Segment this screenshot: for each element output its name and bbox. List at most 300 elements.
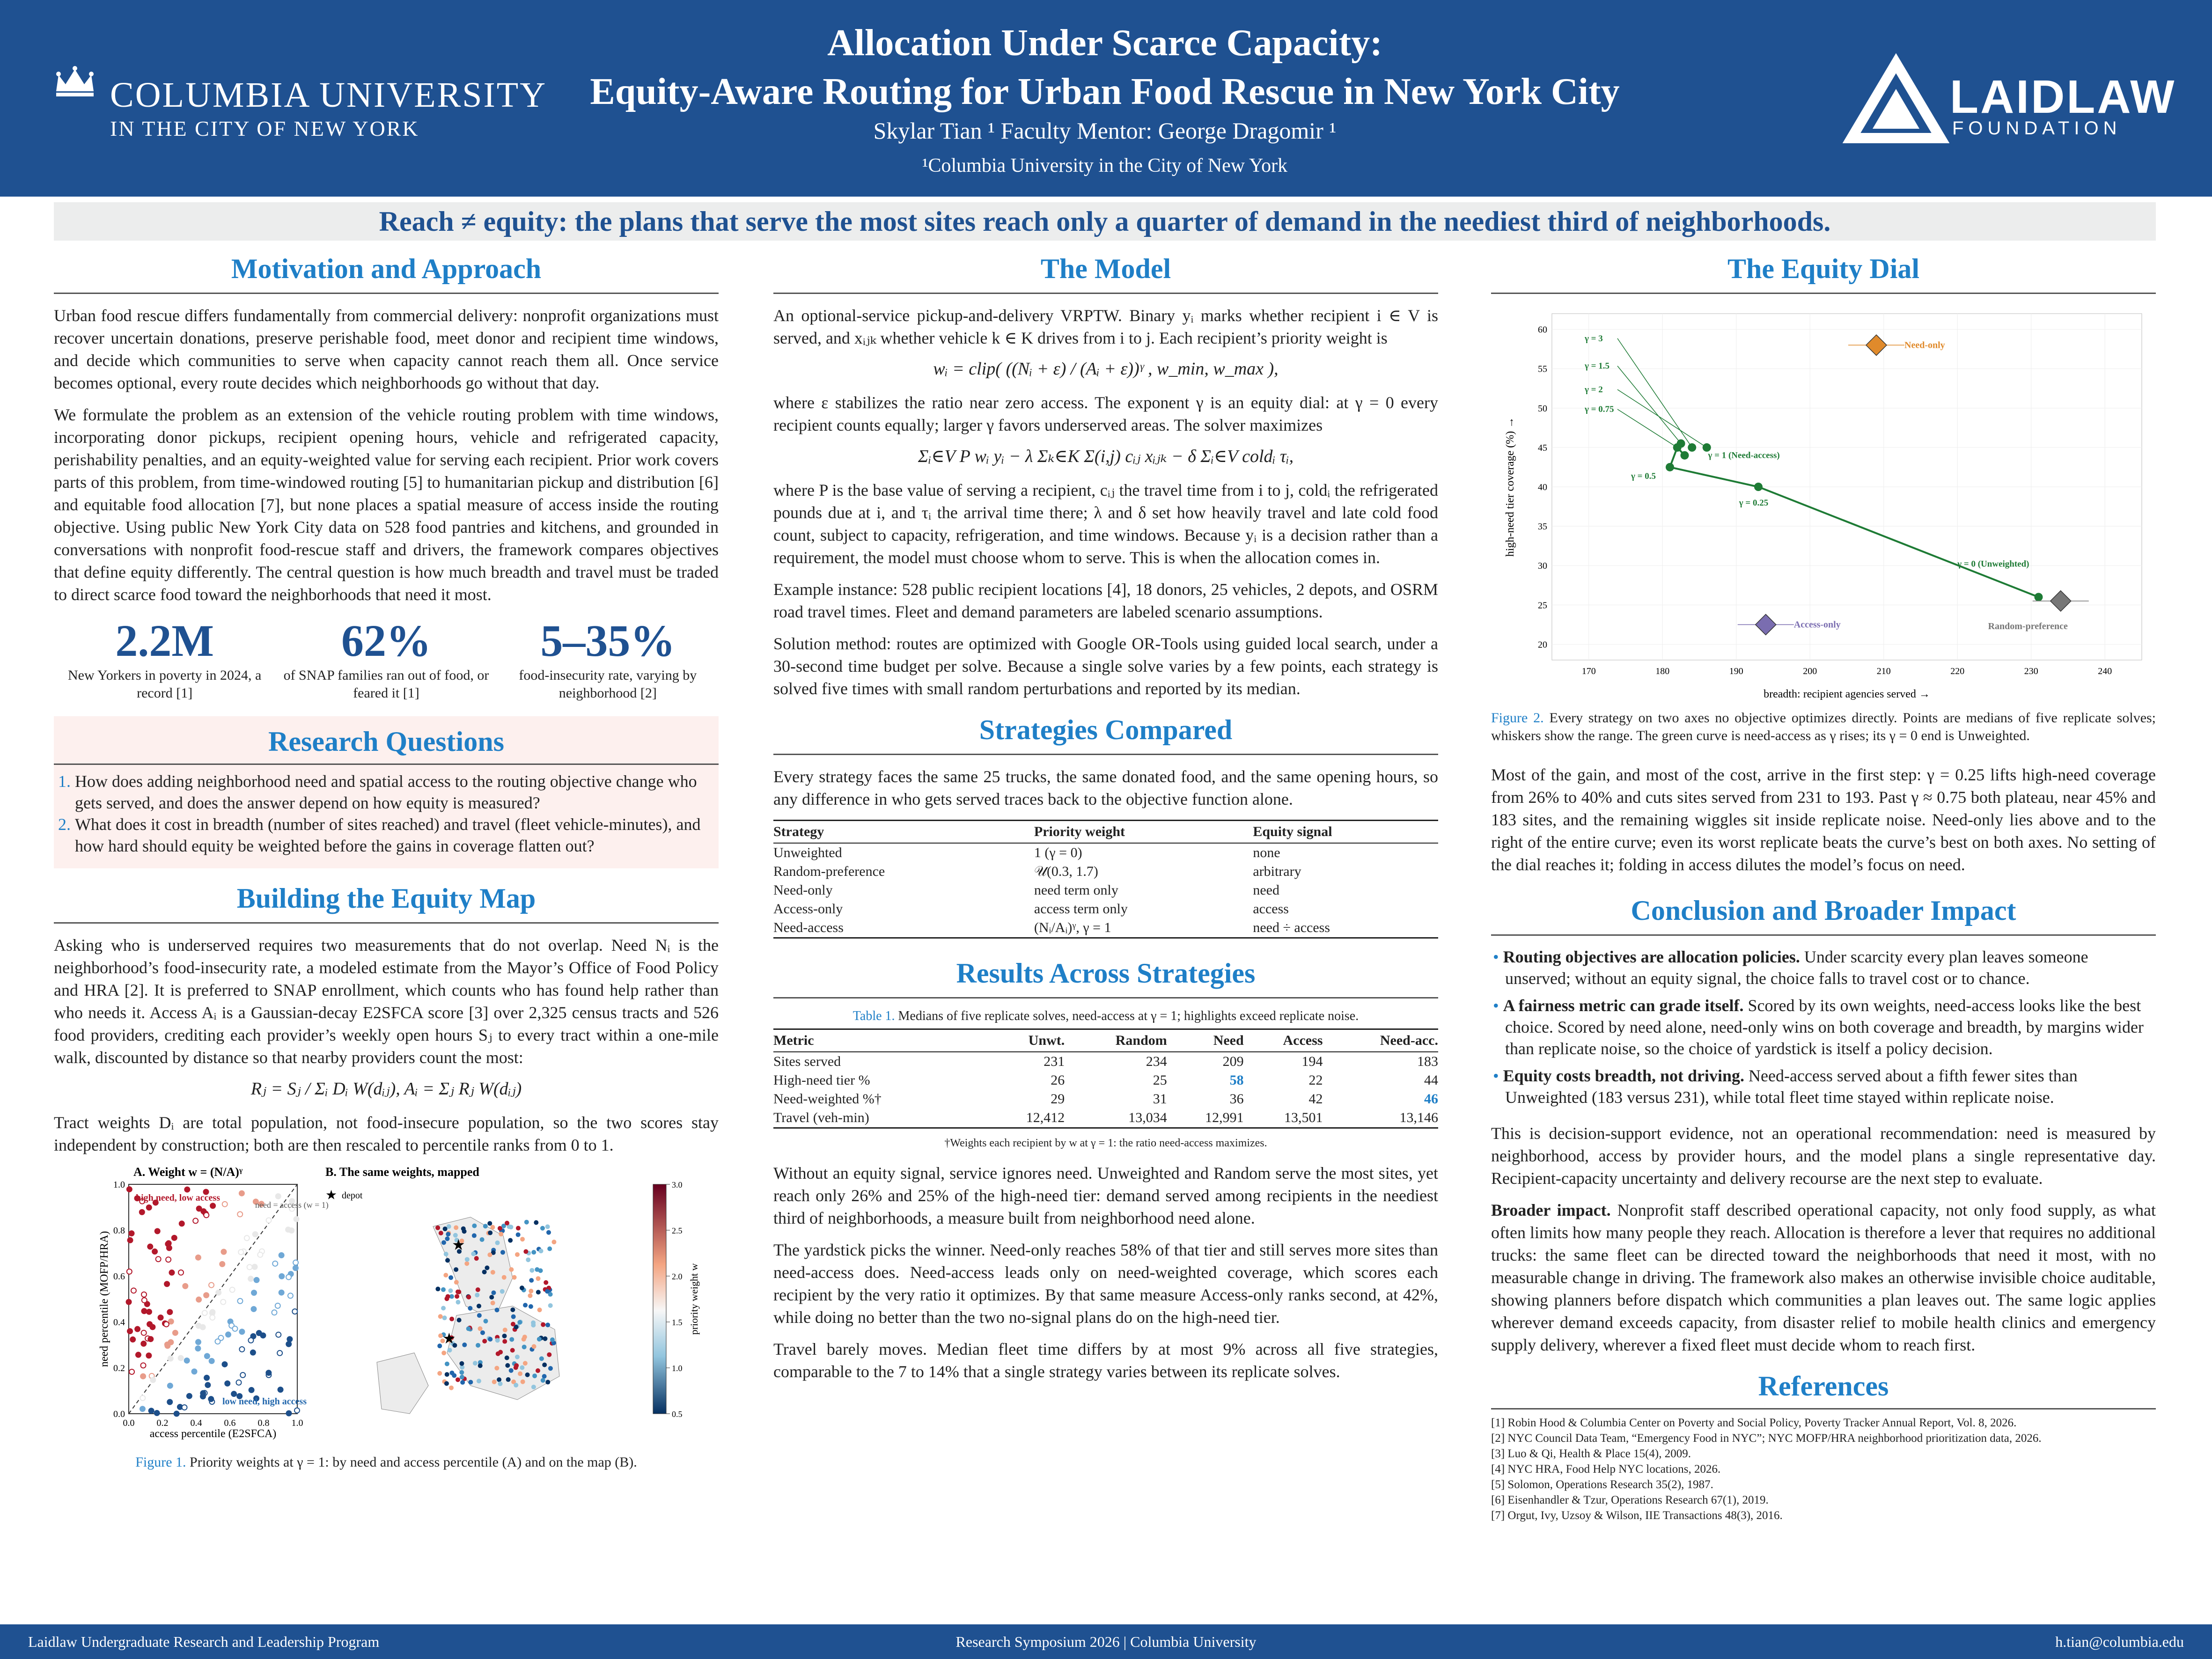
map-point — [495, 1241, 500, 1245]
y-tick-label: 0.2 — [113, 1363, 125, 1373]
map-point — [534, 1220, 538, 1225]
map-point — [455, 1294, 459, 1299]
tract-point — [147, 1244, 153, 1249]
section-heading-motivation: Motivation and Approach — [231, 253, 542, 284]
tract-point — [158, 1315, 163, 1320]
gamma-label: γ = 0 (Unweighted) — [1957, 559, 2029, 569]
depot-legend-icon: ★ — [325, 1188, 338, 1203]
map-point — [512, 1275, 517, 1280]
table-cell: 12,412 — [988, 1108, 1065, 1128]
map-point — [531, 1323, 536, 1328]
map-point — [477, 1304, 481, 1308]
y-tick-label: 25 — [1538, 600, 1547, 611]
bullet-lead: Equity costs breadth, not driving. — [1503, 1066, 1745, 1085]
map-point — [529, 1278, 534, 1283]
gamma-label: γ = 0.5 — [1631, 471, 1656, 481]
tract-point — [287, 1336, 292, 1342]
tract-point — [146, 1353, 151, 1358]
map-point — [502, 1339, 507, 1344]
map-point — [464, 1261, 469, 1266]
tract-point — [200, 1394, 206, 1399]
x-tick-label: 1.0 — [291, 1418, 303, 1428]
map-point — [445, 1372, 449, 1377]
map-point — [542, 1363, 547, 1367]
bullet-lead: Routing objectives are allocation policies. — [1503, 947, 1800, 966]
map-point — [500, 1289, 505, 1294]
tract-point — [184, 1358, 190, 1363]
tract-point — [168, 1356, 173, 1361]
map-point — [514, 1383, 518, 1387]
map-point — [509, 1368, 514, 1373]
gamma-label: γ = 3 — [1585, 333, 1603, 344]
column-header: Need-acc. — [1323, 1029, 1438, 1052]
divider — [773, 754, 1438, 755]
tract-point — [173, 1330, 178, 1336]
map-point — [435, 1287, 440, 1292]
reference-item: [3] Luo & Qi, Health & Place 15(4), 2009. — [1491, 1447, 1691, 1460]
tract-point — [164, 1321, 169, 1327]
footer-program: Laidlaw Undergraduate Research and Leadership Program — [28, 1633, 380, 1650]
table-row — [773, 881, 1438, 900]
tract-point — [178, 1356, 184, 1361]
map-point — [551, 1240, 556, 1244]
colorbar-tick-label: 0.5 — [672, 1409, 683, 1419]
tract-point — [247, 1264, 252, 1270]
access-only-point — [1756, 614, 1776, 635]
map-point — [459, 1370, 464, 1375]
tract-point — [127, 1187, 132, 1192]
reference-item: [7] Orgut, Ivy, Uzsoy & Wilson, IIE Transactions 48(3), 2016. — [1491, 1509, 1783, 1522]
table-cell: need ÷ access — [1253, 918, 1438, 938]
tract-point — [294, 1217, 299, 1222]
map-point — [446, 1232, 450, 1236]
map-point — [523, 1249, 528, 1254]
tract-point — [240, 1373, 245, 1378]
map-point — [444, 1296, 449, 1301]
tract-point — [277, 1351, 282, 1356]
priority-weight-equation: wᵢ = clip( ((Nᵢ + ε) / (Aᵢ + ε))ᵞ , w_min, w_max ), — [933, 359, 1279, 379]
broader-impact-text: Nonprofit staff described operational capacity, not only food supply, as what often limits how many people they reach. Allocation is therefore a lever that requires no additional trucks: the same fleet can be directed toward the neighborhoods that need it most, with no measurable change in driving. The framework also makes an otherwise invisible choice auditable, showing planners before dispatch which communities a plan leaves out. The same logic applies wherever demand exceeds capacity, from disaster relief to mobile health clinics and emergency supply delivery, wherever a fixed fleet must decide whom to reach first. — [1491, 1201, 2156, 1354]
tract-point — [254, 1277, 259, 1283]
title-line-1: Allocation Under Scarce Capacity: — [827, 22, 1382, 64]
columbia-logo — [54, 61, 547, 145]
map-point — [449, 1317, 454, 1321]
map-point — [476, 1287, 480, 1292]
tract-point — [156, 1256, 161, 1262]
map-point — [547, 1352, 551, 1357]
map-point — [472, 1233, 477, 1238]
map-point — [454, 1280, 459, 1285]
need-access-point — [1681, 451, 1689, 460]
map-point — [536, 1276, 541, 1281]
colorbar-tick-label: 1.5 — [672, 1318, 683, 1327]
label-high-need: high need, low access — [136, 1193, 220, 1203]
x-tick-label: 0.8 — [257, 1418, 270, 1428]
tract-point — [253, 1232, 258, 1237]
stat-value: 2.2M — [115, 616, 214, 666]
map-point — [442, 1315, 447, 1320]
stat-caption: of SNAP families ran out of food, or feared it [1] — [283, 668, 489, 701]
map-point — [502, 1334, 507, 1338]
map-point — [505, 1363, 510, 1368]
divider — [54, 293, 719, 294]
map-point — [539, 1248, 544, 1253]
table-cell-highlight: 58 — [1229, 1072, 1244, 1088]
x-tick-label: 220 — [1950, 666, 1965, 676]
divider — [1491, 1408, 2156, 1409]
map-point — [539, 1356, 544, 1361]
tract-point — [250, 1350, 256, 1355]
table-cell: 12,991 — [1167, 1108, 1244, 1128]
tract-point — [141, 1341, 146, 1346]
tract-point — [172, 1235, 177, 1241]
map-point — [510, 1307, 515, 1312]
reference-item: [4] NYC HRA, Food Help NYC locations, 2026. — [1491, 1463, 1721, 1475]
need-access-point — [2035, 593, 2043, 601]
column-header: Random — [1065, 1029, 1167, 1052]
map-point — [550, 1337, 555, 1342]
tract-point — [140, 1374, 146, 1379]
table-cell: Travel (veh-min) — [773, 1108, 988, 1128]
map-point — [537, 1307, 542, 1312]
y-tick-label: 20 — [1538, 639, 1547, 650]
table-cell: 183 — [1417, 1054, 1438, 1069]
tract-point — [288, 1293, 293, 1298]
stat-snap — [279, 615, 494, 702]
laidlaw-name: LAIDLAW — [1950, 71, 2176, 123]
tract-point — [232, 1326, 237, 1331]
map-point — [511, 1322, 515, 1327]
map-point — [544, 1280, 548, 1285]
table-cell: 29 — [1051, 1091, 1065, 1107]
poster-footer — [0, 1624, 2212, 1659]
map-point — [441, 1240, 446, 1245]
tract-point — [168, 1383, 173, 1388]
model-paragraph-4: Example instance: 528 public recipient locations [4], 18 donors, 25 vehicles, 2 depots, and OSRM road travel times. Fleet and demand parameters are labeled scenario assumptions. — [773, 580, 1438, 621]
section-heading-strategies: Strategies Compared — [979, 714, 1233, 745]
column-middle — [773, 253, 1438, 1392]
tract-point — [183, 1284, 188, 1289]
map-point — [438, 1314, 443, 1319]
gamma-label: γ = 0.75 — [1585, 404, 1614, 415]
tract-point — [127, 1329, 132, 1334]
stat-food-insecurity — [500, 615, 715, 702]
map-point — [456, 1377, 460, 1382]
tract-point — [257, 1252, 263, 1257]
x-tick-label: 0.6 — [224, 1418, 236, 1428]
broader-impact-lead: Broader impact. — [1491, 1201, 1611, 1219]
map-point — [524, 1220, 529, 1225]
map-queens-brooklyn — [447, 1306, 559, 1400]
section-heading-references: References — [1758, 1371, 1889, 1402]
column-header: Priority weight — [1034, 821, 1253, 844]
map-point — [545, 1380, 550, 1385]
map-point — [531, 1250, 536, 1255]
tract-point — [222, 1362, 227, 1367]
map-point — [468, 1380, 473, 1385]
table-cell: need — [1253, 882, 1279, 898]
map-point — [520, 1285, 524, 1290]
tract-point — [196, 1297, 201, 1302]
table-cell: (Nᵢ/Aᵢ)ᵞ, γ = 1 — [1034, 918, 1253, 938]
reference-item: [6] Eisenhandler & Tzur, Operations Research 67(1), 2019. — [1491, 1494, 1769, 1506]
tract-point — [154, 1410, 160, 1416]
column-header: Unwt. — [988, 1029, 1065, 1052]
university-name: COLUMBIA UNIVERSITY — [110, 75, 547, 115]
map-point — [476, 1343, 480, 1348]
tract-point — [129, 1369, 134, 1374]
map-point — [536, 1368, 540, 1373]
bullet-text: Scored by its own weights, need-access looks like the best choice. Scored by need alone, need-only wins on both coverage and breadth, by margins wider than replicate noise, so the choice of yardstick is itself a policy decision. — [1505, 996, 2144, 1058]
tract-point — [289, 1228, 294, 1233]
access-equation: Rⱼ = Sⱼ / Σᵢ Dᵢ W(dᵢⱼ), Aᵢ = Σⱼ Rⱼ W(dᵢⱼ) — [250, 1079, 522, 1099]
tract-point — [196, 1339, 201, 1344]
conclusion-bullet: • Routing objectives are allocation policies. Under scarcity every plan leaves someone unserved; without an equity signal, the choice falls to travel cost or to chance. — [1493, 947, 2088, 988]
strategies-table — [773, 820, 1438, 939]
bullet-text: Under scarcity every plan leaves someone unserved; without an equity signal, the choice falls to travel cost or to chance. — [1505, 947, 2088, 988]
title-line-2: Equity-Aware Routing for Urban Food Rescue in New York City — [590, 71, 1620, 112]
tract-point — [248, 1338, 253, 1343]
tract-point — [286, 1342, 291, 1347]
equity-map-paragraph-2: Tract weights Dᵢ are total population, not food-insecure population, so the two scores stay independent by construction; both are then rescaled to percentile ranks from 0 to 1. — [54, 1113, 719, 1154]
table-row — [773, 900, 1438, 918]
map-point — [454, 1225, 458, 1230]
tract-point — [238, 1249, 243, 1255]
stat-caption: New Yorkers in poverty in 2024, a record [1] — [68, 668, 262, 701]
map-point — [499, 1232, 503, 1236]
tract-point — [135, 1327, 140, 1332]
tract-point — [196, 1255, 201, 1260]
map-point — [489, 1295, 494, 1299]
table-cell: none — [1253, 845, 1280, 860]
map-point — [461, 1226, 466, 1231]
tract-point — [215, 1339, 220, 1344]
reference-item: [2] NYC Council Data Team, “Emergency Food in NYC”; NYC MOFP/HRA neighborhood prioritization data, 2026. — [1491, 1432, 2042, 1445]
table-cell: 42 — [1308, 1091, 1323, 1107]
tract-point — [128, 1238, 133, 1243]
tract-point — [286, 1275, 291, 1280]
map-point — [448, 1348, 452, 1352]
tract-point — [279, 1274, 284, 1279]
table-cell: Need-only — [773, 882, 833, 898]
table-cell: access term only — [1034, 901, 1128, 917]
colorbar-tick-label: 2.5 — [672, 1226, 683, 1235]
map-point — [483, 1224, 488, 1228]
table-cell: 𝒰(0.3, 1.7) — [1034, 864, 1098, 879]
map-point — [460, 1380, 465, 1385]
tract-point — [141, 1308, 147, 1314]
tract-point — [202, 1310, 207, 1315]
map-point — [487, 1253, 492, 1257]
research-questions-list — [54, 771, 719, 857]
figure-2-caption-text: Every strategy on two axes no objective optimizes directly. Points are medians of five replicate solves; whiskers show the range. The green curve is need-access as γ rises; its γ = 0 end is Unweighted. — [1491, 710, 2156, 743]
laidlaw-logo — [1849, 61, 2176, 145]
tract-point — [178, 1270, 184, 1275]
x-tick-label: 0.2 — [156, 1418, 169, 1428]
table-cell: arbitrary — [1253, 864, 1301, 879]
model-paragraph-5: Solution method: routes are optimized with Google OR-Tools using guided local search, under a 30-second time budget per solve. Because a single solve varies by a few points, each strategy is solved five times with small random perturbations and reported by its median. — [773, 634, 1438, 698]
column-header: Equity signal — [1253, 821, 1438, 844]
map-point — [473, 1361, 478, 1365]
map-point — [448, 1288, 453, 1293]
table-cell: Unweighted — [773, 845, 842, 860]
map-point — [511, 1314, 516, 1319]
tract-point — [266, 1370, 271, 1375]
map-point — [516, 1233, 521, 1237]
poster-header — [0, 0, 2212, 197]
y-tick-label: 0.8 — [113, 1226, 125, 1236]
tract-point — [129, 1231, 134, 1236]
tract-point — [249, 1387, 254, 1393]
figure-2-caption — [1491, 709, 2156, 745]
map-point — [523, 1303, 528, 1307]
footer-email: h.tian@columbia.edu — [2055, 1633, 2184, 1650]
map-point — [537, 1337, 542, 1342]
map-point — [522, 1344, 527, 1349]
map-point — [508, 1225, 513, 1229]
table-row — [773, 1090, 1438, 1108]
figure-1-caption-text: Priority weights at γ = 1: by need and access percentile (A) and on the map (B). — [190, 1454, 637, 1470]
map-point — [488, 1231, 492, 1235]
table-row — [773, 918, 1438, 938]
conclusion-paragraph-1: This is decision-support evidence, not an operational recommendation: need is measured by neighborhood, access by provider hours, and the model plans a single representative day. Recipient-capacity uncertainty and delivery recourse are the next step to evaluate. — [1491, 1124, 2156, 1188]
map-point — [541, 1322, 545, 1327]
divider — [773, 997, 1438, 998]
map-point — [441, 1351, 446, 1355]
colorbar-tick-label: 2.0 — [672, 1272, 683, 1281]
tract-point — [221, 1249, 226, 1255]
map-point — [468, 1306, 472, 1311]
label-leader — [1617, 389, 1707, 448]
map-point — [462, 1343, 467, 1347]
map-point — [482, 1339, 487, 1343]
column-header: Strategy — [773, 821, 1034, 844]
figure-1-panel-a — [54, 1165, 329, 1465]
table-cell: 194 — [1301, 1054, 1323, 1069]
map-point — [445, 1362, 449, 1366]
tract-point — [276, 1194, 281, 1199]
results-paragraph-1: Without an equity signal, service ignores need. Unweighted and Random serve the most sites, yet reach only 26% and 25% of the high-need tier: demand served among recipients in the neediest third of neighborhoods, a measure built from neighborhood need alone. — [773, 1164, 1438, 1227]
tract-point — [237, 1211, 243, 1217]
reference-item: [5] Solomon, Operations Research 35(2), 1987. — [1491, 1478, 1713, 1491]
map-point — [454, 1267, 458, 1272]
tract-point — [167, 1246, 172, 1251]
map-point — [531, 1385, 536, 1389]
tract-point — [272, 1261, 278, 1266]
conclusion-bullet: • A fairness metric can grade itself. Scored by its own weights, need-access looks like the best choice. Scored by need alone, need-only wins on both coverage and breadth, by margins wider than replicate noise, so the choice of yardstick is itself a policy decision. — [1493, 996, 2144, 1058]
tract-point — [140, 1406, 145, 1411]
map-point — [456, 1290, 460, 1294]
map-point — [535, 1267, 539, 1272]
figure-1-label: Figure 1. — [135, 1454, 186, 1470]
y-axis-label: high-need tier coverage (%) → — [1504, 417, 1516, 557]
map-point — [548, 1303, 553, 1308]
table-cell: need term only — [1034, 882, 1118, 898]
map-point — [502, 1275, 507, 1280]
x-tick-label: 210 — [1876, 666, 1891, 676]
map-point — [496, 1351, 500, 1356]
y-tick-label: 60 — [1538, 324, 1547, 335]
map-point — [540, 1226, 545, 1231]
table-cell: Access-only — [773, 901, 843, 917]
map-point — [483, 1319, 488, 1323]
tract-point — [208, 1396, 213, 1402]
tract-point — [210, 1315, 215, 1320]
tract-point — [184, 1187, 190, 1192]
tract-point — [266, 1218, 272, 1223]
map-point — [525, 1373, 530, 1377]
tract-point — [251, 1307, 256, 1312]
tract-point — [150, 1324, 155, 1329]
map-point — [457, 1318, 462, 1322]
table-cell: 13,034 — [1065, 1108, 1167, 1128]
table-cell: High-need tier % — [773, 1072, 870, 1088]
tract-point — [155, 1228, 160, 1233]
tract-point — [205, 1382, 210, 1387]
tract-point — [174, 1411, 179, 1416]
map-point — [441, 1287, 446, 1292]
map-point — [495, 1307, 500, 1312]
stat-value: 5–35% — [540, 616, 676, 666]
map-point — [532, 1373, 537, 1378]
table-cell: 25 — [1153, 1072, 1167, 1088]
map-point — [505, 1356, 509, 1360]
results-paragraph-2: The yardstick picks the winner. Need-only reaches 58% of that tier and still serves more sites than need-access does. Need-access leads only on need-weighted coverage, which scores each recipient by the very ratio it optimizes. By that same measure Access-only ranks second, at 42%, while doing no better than the two no-signal plans do on the high-need tier. — [773, 1241, 1438, 1327]
map-point — [444, 1381, 449, 1386]
y-tick-label: 30 — [1538, 561, 1547, 572]
research-question: 2. What does it cost in breadth (number of sites reached) and travel (fleet vehicle-minutes), and how hard should equity be weighted before the gains in coverage flatten out? — [75, 814, 719, 857]
reference-item: [1] Robin Hood & Columbia Center on Poverty and Social Policy, Poverty Tracker Annual Report, Vol. 8, 2026. — [1491, 1417, 2017, 1429]
map-point — [445, 1258, 450, 1263]
tract-point — [196, 1323, 201, 1329]
tract-point — [293, 1260, 298, 1265]
map-point — [514, 1363, 519, 1368]
table-cell: 44 — [1424, 1072, 1438, 1088]
gamma-label: γ = 1.5 — [1585, 361, 1609, 371]
map-point — [541, 1378, 545, 1383]
tract-point — [239, 1191, 244, 1196]
y-tick-label: 0.0 — [113, 1409, 125, 1419]
map-point — [439, 1231, 443, 1235]
tract-point — [131, 1288, 136, 1293]
divider — [54, 763, 719, 765]
map-point — [509, 1337, 514, 1342]
map-point — [543, 1336, 547, 1341]
label-low-need: low need, high access — [222, 1396, 307, 1407]
map-point — [471, 1251, 476, 1256]
section-heading-equity-map: Building the Equity Map — [236, 883, 536, 914]
x-tick-label: 0.0 — [123, 1418, 135, 1428]
poster-title — [496, 19, 1713, 116]
map-point — [452, 1373, 456, 1378]
tract-point — [152, 1249, 157, 1254]
x-tick-label: 230 — [2024, 666, 2038, 676]
series-label: Random-preference — [1988, 621, 2068, 631]
map-point — [475, 1292, 479, 1297]
colorbar-tick-label: 3.0 — [672, 1180, 683, 1189]
map-point — [435, 1226, 440, 1230]
map-point — [532, 1344, 536, 1349]
table-cell: 231 — [1044, 1054, 1065, 1069]
results-paragraph-3: Travel barely moves. Median fleet time differs by at most 9% across all five strategies, comparable to the 7 to 14% that a single strategy varies between its replicate solves. — [773, 1340, 1438, 1381]
map-point — [545, 1225, 550, 1229]
model-paragraph-2: where ε stabilizes the ratio near zero access. The exponent γ is an equity dial: at γ = 0 every recipient counts equally; larger γ favors underserved areas. The solver maximizes — [773, 393, 1438, 434]
tract-point — [169, 1270, 174, 1275]
tract-point — [276, 1332, 281, 1337]
divider — [54, 922, 719, 924]
x-tick-label: 200 — [1803, 666, 1817, 676]
map-point — [545, 1322, 550, 1327]
